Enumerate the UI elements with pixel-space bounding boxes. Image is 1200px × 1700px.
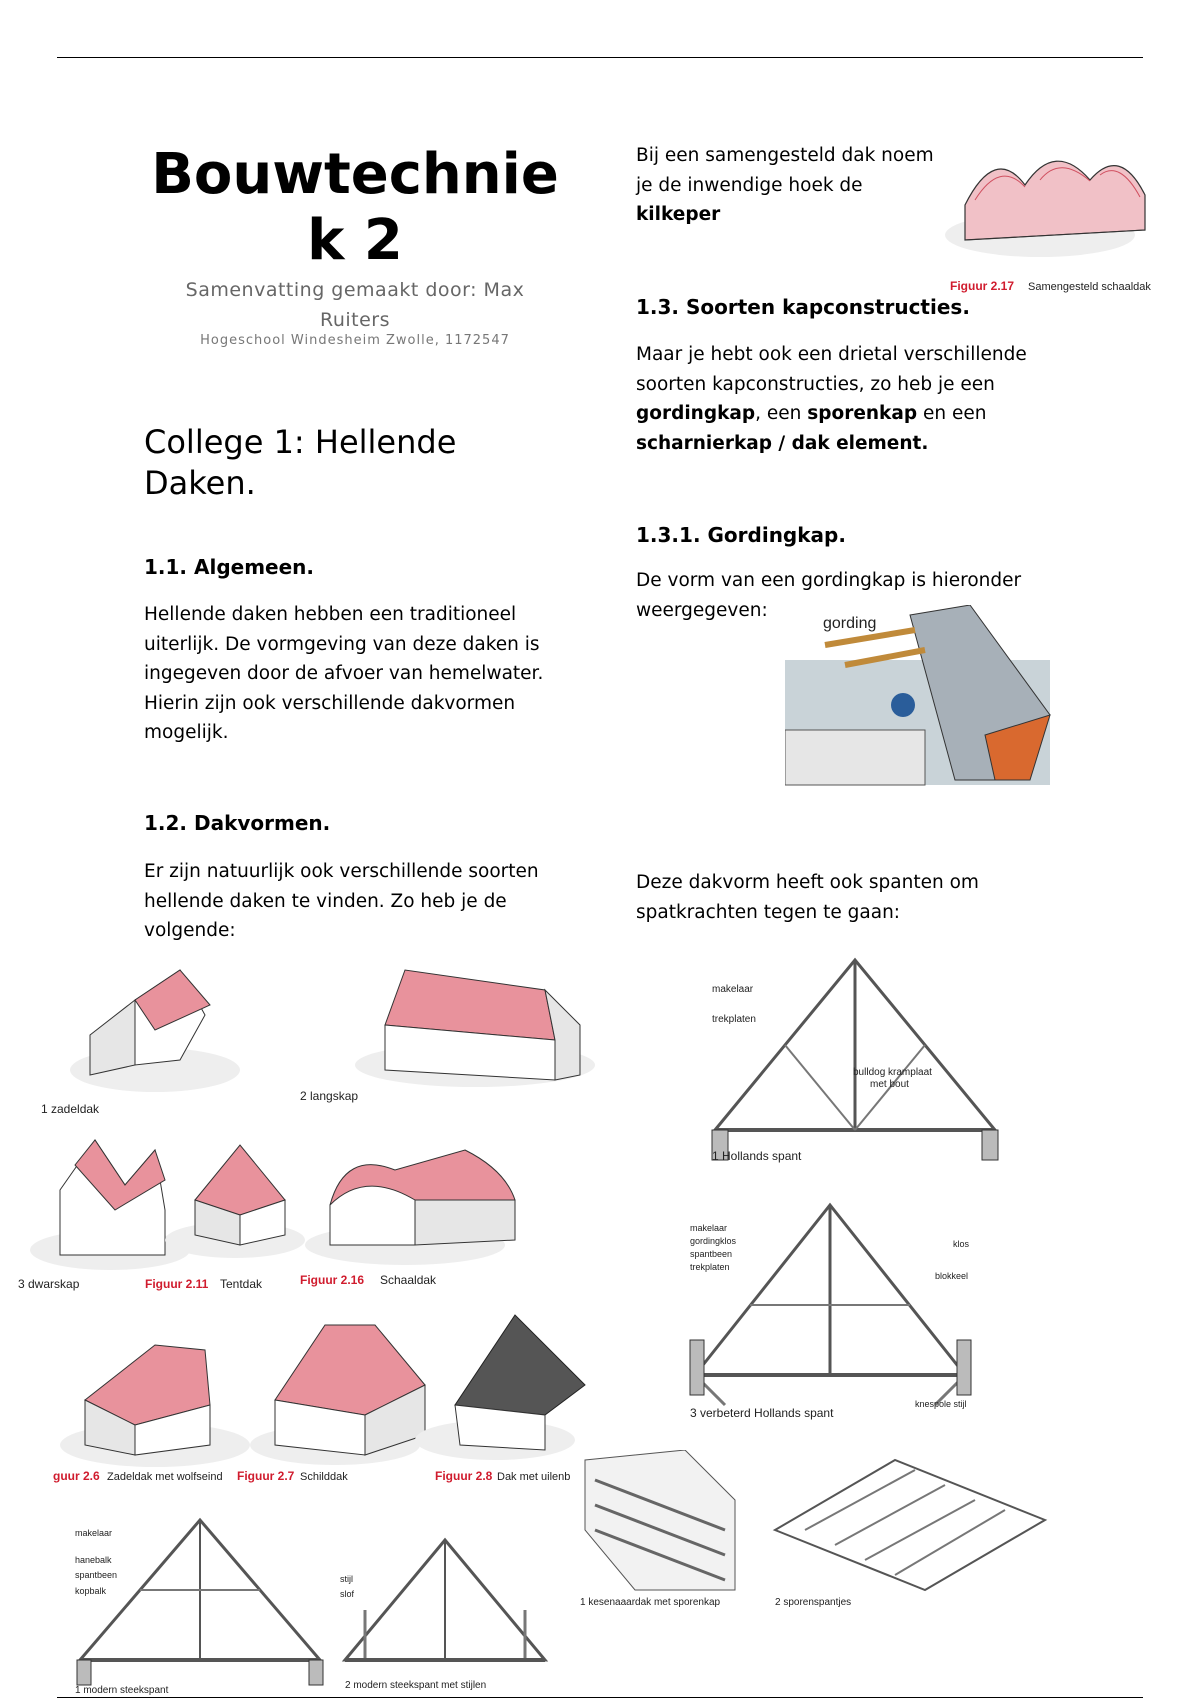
caption-f211-num: Figuur 2.11 bbox=[145, 1277, 209, 1291]
s13-line-3 bbox=[636, 399, 1136, 429]
caption-f217-text: Samengesteld schaaldak bbox=[1028, 281, 1151, 293]
college-heading bbox=[144, 422, 544, 504]
caption-f26-num: guur 2.6 bbox=[53, 1469, 100, 1483]
bottom-rule bbox=[57, 1697, 1143, 1698]
label-vh-klos: klos bbox=[953, 1239, 970, 1249]
caption-f216-num: Figuur 2.16 bbox=[300, 1273, 365, 1287]
label-vh-knipstijl: knespole stijl bbox=[915, 1399, 967, 1409]
section-1-1-text bbox=[144, 600, 564, 748]
caption-f27-text: Schilddak bbox=[300, 1471, 348, 1483]
figure-verbeterd-hollands-spant bbox=[675, 1195, 990, 1430]
s131-line-2: weergegeven: bbox=[636, 599, 768, 621]
label-bulldog: bulldog kramplaat bbox=[853, 1067, 932, 1078]
support-right bbox=[957, 1340, 971, 1395]
term-gordingkap: gordingkap bbox=[636, 403, 756, 424]
figure-row-1-houses bbox=[35, 960, 595, 1120]
section-1-2-heading: 1.2. Dakvormen. bbox=[144, 811, 331, 835]
support-right bbox=[982, 1130, 998, 1160]
s11-line: uiterlijk. De vormgeving van deze daken is bbox=[144, 633, 540, 655]
caption-modern-steekspant-met-stijlen: 2 modern steekspant met stijlen bbox=[345, 1680, 487, 1691]
spoor-4 bbox=[895, 1510, 1005, 1575]
spoor-2 bbox=[835, 1485, 945, 1545]
figure-gordingkap bbox=[785, 605, 1055, 790]
caption-f27-num: Figuur 2.7 bbox=[237, 1469, 295, 1483]
spanten-line-1: Deze dakvorm heeft ook spanten om bbox=[636, 872, 979, 893]
label-ms-hanebalk: hanebalk bbox=[75, 1555, 112, 1565]
subtitle-line-1: Samenvatting gemaakt door: Max bbox=[185, 279, 525, 301]
spanten-line-2: spatkrachten tegen te gaan: bbox=[636, 901, 901, 923]
caption-f211-text: Tentdak bbox=[220, 1277, 263, 1291]
label-ms-kopbalk: kopbalk bbox=[75, 1586, 107, 1596]
subtitle-line-2: Ruiters bbox=[319, 309, 391, 331]
spanten-text bbox=[636, 868, 1036, 927]
section-1-1-heading: 1.1. Algemeen. bbox=[144, 555, 315, 579]
label-ms2-slof: slof bbox=[340, 1589, 355, 1599]
spoor-3 bbox=[865, 1500, 975, 1560]
truss-strut-1 bbox=[785, 1045, 855, 1130]
worker bbox=[891, 693, 915, 717]
title-line-2: k 2 bbox=[307, 208, 403, 273]
s13-sep-1: , een bbox=[755, 403, 808, 424]
caption-verbeterd-hollands-spant: 3 verbeterd Hollands spant bbox=[690, 1406, 834, 1420]
label-ms2-stijl: stijl bbox=[340, 1574, 353, 1584]
figure-row-2-houses bbox=[15, 1130, 570, 1295]
figure-samengesteld-schaaldak bbox=[940, 135, 1165, 300]
steekspant-1-support-right bbox=[309, 1660, 323, 1685]
college-line-1: College 1: Hellende bbox=[144, 423, 457, 461]
wall bbox=[785, 730, 925, 785]
term-sporenkap: sporenkap bbox=[807, 403, 918, 424]
figure-row-3-houses bbox=[45, 1305, 590, 1485]
intro-line-1: Bij een samengesteld dak noem bbox=[636, 145, 934, 166]
s13-line-2: soorten kapconstructies, zo heb je een bbox=[636, 373, 995, 395]
caption-modern-steekspant: 1 modern steekspant bbox=[75, 1685, 169, 1695]
intro-line-2: je de inwendige hoek de bbox=[636, 174, 863, 196]
caption-hollands-spant: 1 Hollands spant bbox=[712, 1149, 802, 1163]
steekspant-1-support-left bbox=[77, 1660, 91, 1685]
figure-hollands-spant bbox=[700, 950, 1010, 1165]
section-1-3-1-heading: 1.3.1. Gordingkap. bbox=[636, 523, 846, 547]
title-line-1: Bouwtechnie bbox=[151, 142, 559, 207]
purlin-1 bbox=[825, 630, 915, 645]
label-vh-makelaar: makelaar bbox=[690, 1223, 728, 1233]
sporenkap-box bbox=[585, 1450, 735, 1590]
house-uilenbord-roof bbox=[455, 1315, 585, 1415]
s11-line: mogelijk. bbox=[144, 722, 229, 743]
caption-f28-text: Dak met uilenb bbox=[497, 1471, 571, 1483]
caption-sporenspantjes: 2 sporenspantjes bbox=[775, 1597, 852, 1608]
college-line-2: Daken. bbox=[144, 464, 256, 502]
s13-sep-2: en een bbox=[917, 403, 987, 424]
section-1-3-text bbox=[636, 340, 1136, 458]
spoor-1 bbox=[805, 1470, 915, 1530]
s11-line: Hierin zijn ook verschillende dakvormen bbox=[144, 692, 516, 714]
document-subtitle bbox=[165, 275, 545, 335]
caption-f217-num: Figuur 2.17 bbox=[950, 279, 1015, 293]
section-1-2-text bbox=[144, 857, 564, 946]
label-langskap: 2 langskap bbox=[300, 1089, 359, 1103]
s11-line: Hellende daken hebben een traditioneel bbox=[144, 604, 517, 625]
s12-line: hellende daken te vinden. Zo heb je de bbox=[144, 890, 507, 912]
label-dwarskap: 3 dwarskap bbox=[18, 1277, 80, 1291]
caption-f26-text: Zadeldak met wolfseind bbox=[107, 1471, 223, 1483]
label-gording: gording bbox=[823, 615, 877, 632]
house-zadeldak-gable bbox=[90, 1000, 135, 1075]
label-vh-spantbeen: spantbeen bbox=[690, 1249, 733, 1259]
label-trekplaten: trekplaten bbox=[712, 1014, 756, 1025]
caption-sporenkap: 1 kesenaaardak met sporenkap bbox=[580, 1597, 721, 1608]
figure-modern-steekspanten bbox=[65, 1510, 585, 1695]
support-left bbox=[690, 1340, 704, 1395]
s11-line: ingegeven door de afvoer van hemelwater. bbox=[144, 663, 544, 684]
kilkeper-term: kilkeper bbox=[636, 204, 721, 225]
caption-f28-num: Figuur 2.8 bbox=[435, 1469, 493, 1483]
label-makelaar: makelaar bbox=[712, 984, 754, 995]
s13-line-1: Maar je hebt ook een drietal verschillende bbox=[636, 344, 1027, 365]
top-rule bbox=[57, 57, 1143, 58]
label-ms-makelaar: makelaar bbox=[75, 1528, 113, 1538]
section-1-3-heading: 1.3. Soorten kapconstructies. bbox=[636, 295, 970, 319]
house-schaaldak-front bbox=[330, 1186, 415, 1245]
figure-sporenkap bbox=[575, 1450, 1055, 1620]
label-zadeldak: 1 zadeldak bbox=[41, 1102, 100, 1116]
caption-f216-text: Schaaldak bbox=[380, 1273, 437, 1287]
document-title bbox=[145, 142, 565, 274]
s131-line-1: De vorm van een gordingkap is hieronder bbox=[636, 570, 1022, 591]
label-ms-spantbeen: spantbeen bbox=[75, 1570, 118, 1580]
intro-text bbox=[636, 141, 936, 230]
s12-line: Er zijn natuurlijk ook verschillende soorten bbox=[144, 861, 539, 882]
s12-line: volgende: bbox=[144, 920, 236, 941]
label-vh-gordingklos: gordingklos bbox=[690, 1236, 737, 1246]
term-scharnierkap: scharnierkap / dak element. bbox=[636, 432, 929, 454]
wave-roof bbox=[965, 161, 1145, 240]
label-vh-trekplaten: trekplaten bbox=[690, 1262, 730, 1272]
label-vh-blokkeel: blokkeel bbox=[935, 1271, 969, 1281]
label-bout: met bout bbox=[870, 1079, 909, 1090]
institution: Hogeschool Windesheim Zwolle, 1172547 bbox=[200, 333, 510, 348]
house-schaaldak-side bbox=[415, 1200, 515, 1245]
